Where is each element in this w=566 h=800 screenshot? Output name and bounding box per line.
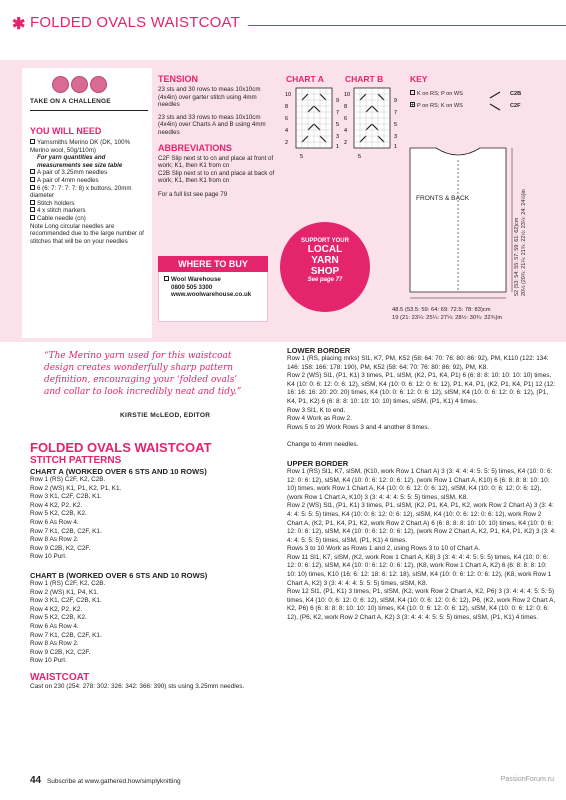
chart-a-row-label: 6 <box>285 116 289 122</box>
yarn-ball-icon <box>90 76 107 93</box>
chart-a-row-label: 3 <box>336 134 340 140</box>
page-footer <box>30 775 181 786</box>
editor-quote: “The Merino yarn used for this waistcoat design creates wonderfully sharp pattern definition, encouraging your ‘folded ovals’ and collar to look incredibly neat and tidy.” <box>44 351 242 397</box>
lower-border-heading: LOWER BORDER <box>287 346 351 355</box>
you-will-need-title: YOU WILL NEED <box>30 126 102 136</box>
where-to-buy-details <box>164 276 268 299</box>
chart-b-row-label: 10 <box>344 92 351 98</box>
schematic-label: FRONTS & BACK <box>416 195 470 202</box>
knit-symbol-icon <box>410 90 415 95</box>
page-number: 44 <box>30 775 42 786</box>
c2f-icon <box>490 104 500 110</box>
key-knit: K on RS; P on WS C2B <box>410 88 560 100</box>
chart-a-width: 5 <box>300 154 304 160</box>
chart-a-row-label: 5 <box>336 122 340 128</box>
c2b-icon <box>490 92 500 98</box>
chart-b-row-label: 4 <box>344 128 348 134</box>
pattern-title: FOLDED OVALS WAISTCOAT <box>30 440 212 455</box>
shop-name: Wool Warehouse <box>164 276 268 284</box>
lower-border-rows: Row 1 (RS, placing mrks) Sl1, K7, PM, K52 (58: 64: 70: 76: 80: 86: 92), PM, K110 (122: 134: 146: 158: 166: 178: 190), PM, K52 (58: 64: 70: 76: 80: 86: 92), PM, K8. Row 2 (WS) Sl1, (P1, K1) 3 times, P1, slSM, (K2, P1, K4, P1) 6 (6: 8: 8: 10: 10: 10: 10) times, K4 (10: 0: 6: 12: 0: 6: 12), slSM, K4 (10: 0: 6: 12: 0: 6: 12), P1, K4, P1, (K2, P1, K4, P1) 12 (12: 16: 16: 16: 20: 20: 20) times, K4 (10: 0: 6: 12: 0: 6: 12), slSM, K4 (10: 0: 6: 12: 0: 6: 12), (P1, K4, P1, K2) 6 (6: 8: 8: 10: 10: 10: 10) times, slSM, (P1, K1) 4 times. Row 3 Sl1, K to end. Row 4 Work as Row 2. Rows 5 to 20 Work Rows 3 and 4 another 8 times. <box>287 355 556 431</box>
yarn-ball-icon <box>71 76 88 93</box>
chart-a-row-label: 10 <box>285 92 292 98</box>
where-to-buy-title: WHERE TO BUY <box>158 256 268 272</box>
cable-key-icons <box>488 90 510 112</box>
chart-b-row-label: 2 <box>344 140 348 146</box>
checkbox-icon <box>30 207 35 212</box>
key-purl: P on RS; K on WS C2F <box>410 100 560 112</box>
subscribe-link[interactable]: Subscribe at www.gathered.how/simplyknitting <box>46 778 181 785</box>
schematic-height: 52 (53: 54: 55: 57: 59: 61: 62)cm 20½ (20¾: 21¼: 21¾: 22½: 23¼: 24: 24½)in <box>514 189 527 296</box>
need-item: A pair of 4mm needles <box>30 177 150 185</box>
checkbox-icon <box>30 215 35 220</box>
chart-b-row-label: 5 <box>394 122 398 128</box>
checkbox-icon <box>30 139 35 144</box>
schematic-width: 48.5 (53.5: 59: 64: 69: 72.5: 78: 83)cm 19 (21: 23¼: 25¼: 27¼: 28½: 30¾: 32¾)in <box>392 307 502 321</box>
you-will-need-section <box>30 126 150 245</box>
watermark: PassionForum.ru <box>500 776 554 783</box>
page-header <box>0 0 566 42</box>
chart-a-row-label: 2 <box>285 140 289 146</box>
chart-b-row-label: 1 <box>394 144 398 150</box>
chart-b-width: 5 <box>358 154 362 160</box>
chart-b-row-label: 6 <box>344 116 348 122</box>
difficulty-label: TAKE ON A CHALLENGE <box>30 98 111 105</box>
need-item: Cable needle (cn) <box>30 215 150 223</box>
pattern-left-column <box>30 440 255 691</box>
upper-border-heading: UPPER BORDER <box>287 458 349 468</box>
abbrev-c2b: C2B Slip next st to cn and place at back of work; K1, then K1 from cn <box>158 169 275 185</box>
checkbox-icon <box>164 276 169 281</box>
purl-symbol-icon <box>410 102 415 107</box>
need-note: For yarn quantities and measurements see size table <box>37 154 123 169</box>
chart-a-row-label: 8 <box>285 104 289 110</box>
change-needles: Change to 4mm needles. <box>287 441 359 449</box>
waistcoat-heading: WAISTCOAT <box>30 671 90 683</box>
tension-section <box>158 74 276 199</box>
chart-a-row-label: 9 <box>336 98 340 104</box>
checkbox-icon <box>30 177 35 182</box>
chart-b-row-label: 9 <box>394 98 398 104</box>
chart-b-row-label: 3 <box>394 134 398 140</box>
chart-key <box>410 88 560 112</box>
checkbox-icon <box>30 200 35 205</box>
divider <box>30 110 148 111</box>
need-item: A pair of 3.25mm needles <box>30 169 150 177</box>
waistcoat-cast-on: Cast on 230 (254: 278: 302: 326: 342: 366: 390) sts using 3.25mm needles. <box>30 682 245 690</box>
abbreviations-title: ABBREVIATIONS <box>158 142 232 153</box>
chart-a-rows: Row 1 (RS) C2F, K2, C2B. Row 2 (WS) K1, P1, K2, P1, K1. Row 3 K1, C2F, C2B, K1. Row 4 K2, P2, K2. Row 5 K2, C2B, K2. Row 6 As Row 4. Row 7 K1, C2B, C2F, K1. Row 8 As Row 2. Row 9 C2B, K2, C2F. Row 10 Purl. <box>30 476 122 561</box>
asterisk-icon: ✱ <box>12 16 26 33</box>
chart-b-rows: Row 1 (RS) C2F, K2, C2B. Row 2 (WS) K1, P4, K1. Row 3 K1, C2F, C2B, K1. Row 4 K2, P2, K2. Row 5 K2, C2B, K2. Row 6 As Row 4. Row 7 K1, C2B, C2F, K1. Row 8 As Row 2. Row 9 C2B, K2, C2F. Row 10 Purl. <box>30 579 106 665</box>
abbrev-more: For a full list see page 79 <box>158 190 228 198</box>
checkbox-icon <box>30 185 35 190</box>
support-local-yarn-shop-badge: SUPPORT YOUR LOCAL YARN SHOP See page 77 <box>280 222 370 312</box>
abbrev-c2f: C2F Slip next st to cn and place at front of work; K1, then K1 from cn <box>158 154 274 170</box>
need-item: 4 x stitch markers <box>30 207 150 215</box>
need-item: Stitch holders <box>30 200 150 208</box>
checkbox-icon <box>30 169 35 174</box>
quote-credit: KIRSTIE McLEOD, EDITOR <box>120 412 211 419</box>
tension-title: TENSION <box>158 74 199 84</box>
chart-b-title: CHART B <box>345 74 384 84</box>
chart-a-row-label: 1 <box>336 144 340 150</box>
need-item: Yarnsmiths Merino DK (DK, 100% Merino wool, 50g/110m) <box>30 139 131 154</box>
knitting-charts <box>280 86 410 164</box>
header-rule <box>248 25 566 26</box>
chart-a-heading: CHART A (WORKED OVER 6 STS AND 10 ROWS) <box>30 467 207 476</box>
difficulty-rating <box>52 76 107 93</box>
key-title: KEY <box>410 74 428 84</box>
chart-b-heading: CHART B (WORKED OVER 6 STS AND 10 ROWS) <box>30 570 208 580</box>
stitch-patterns-title: STITCH PATTERNS <box>30 455 122 466</box>
pattern-right-column <box>287 346 557 623</box>
garment-schematic <box>398 140 518 305</box>
need-note: Note Long circular needles are recommended due to the large number of stitches that will be on your needles <box>30 222 144 245</box>
need-item: 6 (6: 7: 7: 7: 7: 8) x buttons, 20mm diameter <box>30 184 132 200</box>
tension-text-2: 23 sts and 33 rows to meas 10x10cm (4x4in) over Charts A and B using 4mm needles <box>158 113 266 136</box>
shop-website: www.woolwarehouse.co.uk <box>171 291 252 299</box>
shop-phone: 0800 505 3300 <box>171 283 213 291</box>
page-title: FOLDED OVALS WAISTCOAT <box>30 14 240 31</box>
chart-a-row-label: 4 <box>285 128 289 134</box>
upper-border-rows: Row 1 (RS) Sl1, K7, slSM, (K10, work Row 1 Chart A) 3 (3: 4: 4: 4: 5: 5: 5) times, K4 (10: 0: 6: 12: 0: 6: 12), slSM, K4 (10: 0: 6: 12: 0: 6: 12), (work Row 1 Chart A, K10) 6 (6: 8: 8: 8: 10: 10: 10) times, work Row 1 Chart A, K4 (10: 0: 6: 12: 0: 6: 12), slSM, K4 (10: 0: 6: 12: 0: 6: 12), (work Row 1 Chart A, K10) 3 (3: 4: 4: 4: 5: 5: 5) times, slSM, K8. Row 2 (WS) Sl1, (P1, K1) 3 times, P1, slSM, (K2, P1, K4, P1, K2, work Row 2 Chart A) 3 (3: 4: 4: 4: 5: 5: 5) times, K4 (10: 0: 6: 12: 0: 6: 12), slSM, K4 (10: 0: 6: 12: 0: 6: 12), work Row 2 Chart A, (K2, P1, K4, P1, K2, work Row 2 Chart A) 6 (6: 8: 8: 8: 10: 10: 10) times, K4 (10: 0: 6: 12: 0: 6: 12), slSM, K4 (10: 0: 6: 12: 0: 6: 12), (work Row 2 Chart A, K2, P1, K4, P1, K2) 3 (3: 4: 4: 4: 5: 5: 5) times, slSM, (P1, K1) 4 times. Rows 3 to 10 Work as Rows 1 and 2, using Rows 3 to 10 of Chart A. Row 11 Sl1, K7, slSM, (K2, work Row 1 Chart A, K8) 3 (3: 4: 4: 4: 5: 5: 5) times, K4 (10: 0: 6: 12: 0: 6: 12), slSM, K4 (10: 0: 6: 12: 0: 6: 12), (K8, work Row 1 Chart A, K2) 6 (6: 8: 8: 8: 10: 10: 10) times, K10 (16: 6: 12: 18: 6: 12: 18), slSM, K4 (10: 0: 6: 12: 0: 6: 12), (K8, work Row 1 Chart A, K2) 3 (3: 4: 4: 4: 5: 5: 5) times, slSM, K8. Row 12 Sl1, (P1, K1) 3 times, P1, slSM, (K2, work Row 2 Chart A, K2, P6) 3 (3: 4: 4: 4: 5: 5: 5) times, K4 (10: 0: 6: 12: 0: 6: 12), slSM, K4 (10: 0: 6: 12: 0: 6: 12), P6, (K2, work Row 2 Chart A, K2, P6) 6 (6: 8: 8: 8: 10: 10: 10) times, K4 (10: 0: 6: 12: 0: 6: 12), slSM, K4 (10: 0: 6: 12: 0: 6: 12), (P6, K2, work Row 2 Chart A, K2) 3 (3: 4: 4: 4: 5: 5: 5) times, slSM, (P1, K1) 4 times. <box>287 467 556 622</box>
chart-b-row-label: 7 <box>394 110 398 116</box>
yarn-ball-icon <box>52 76 69 93</box>
chart-b-row-label: 8 <box>344 104 348 110</box>
need-list <box>30 139 150 245</box>
tension-text-1: 23 sts and 30 rows to meas 10x10cm (4x4in) over garter stitch using 4mm needles <box>158 86 261 109</box>
chart-a-row-label: 7 <box>336 110 340 116</box>
chart-a-title: CHART A <box>286 74 324 84</box>
